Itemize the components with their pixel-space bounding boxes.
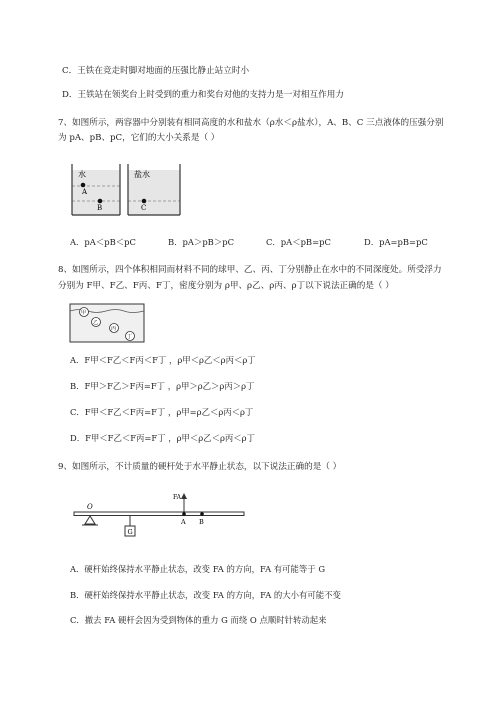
q8-option-a: A．F甲＜F乙＜F丙＜F丁 ，ρ甲＜ρ乙＜ρ丙＜ρ丁 (70, 355, 256, 365)
q9-option-b: B．硬杆始终保持水平静止状态，改变 FA 的方向，FA 的大小有可能不变 (70, 590, 341, 600)
q6-option-d: D．王铁站在领奖台上时受到的重力和奖台对他的支持力是一对相互作用力 (62, 90, 344, 100)
q9-option-c: C．撤去 FA 硬杆会因为受到物体的重力 G 而绕 O 点顺时针转动起来 (70, 615, 327, 625)
label-b-lever: B (199, 518, 204, 526)
q8-option-c: C．F甲＜F乙＜F丙=F丁 ，ρ甲=ρ乙＜ρ丙＜ρ丁 (70, 407, 254, 417)
label-b: B (97, 204, 103, 212)
label-a-lever: A (181, 518, 186, 526)
point-b (98, 199, 103, 204)
point-c (142, 199, 147, 204)
label-a: A (82, 188, 88, 196)
q7-option-c: C．pA＜pB=pC (266, 237, 331, 247)
label-fa: FA (173, 494, 181, 501)
q9-stem-line1: 9、如图所示，不计质量的硬杆处于水平静止状态，以下说法正确的是（ ） (58, 462, 342, 472)
label-o: O (87, 503, 93, 511)
q6-option-c: C．王铁在竞走时脚对地面的压强比静止站立时小 (62, 66, 250, 76)
q8-option-b: B．F甲＞F乙＞F丙=F丁 ，ρ甲＞ρ乙＞ρ丙＞ρ丁 (70, 381, 255, 391)
q7-option-a: A．pA＜pB＜pC (70, 237, 136, 247)
ball-label-jia: 甲 (81, 310, 87, 316)
label-g: G (127, 528, 133, 536)
point-a-lever (182, 512, 186, 516)
q8-option-d: D．F甲＜F乙＜F丙=F丁 ，ρ甲＜ρ乙＜ρ丙＜ρ丁 (70, 433, 255, 443)
q7-option-b: B．pA＞pB＞pC (168, 237, 234, 247)
q7-stem-line2: 为 pA、pB、pC，它们的大小关系是（ ） (58, 133, 220, 143)
q7-containers-figure (68, 160, 198, 220)
q9-lever-figure (70, 488, 250, 540)
point-b-lever (200, 512, 204, 516)
ball-label-yi: 乙 (93, 320, 99, 326)
q8-stem-line2: 分别为 F甲、F乙、F丙、F丁，密度分别为 ρ甲、ρ乙、ρ丙、ρ丁以下说法正确的是（ ） (58, 281, 394, 291)
q8-stem-line1: 8、如图所示，四个体积相同而材料不同的球甲、乙、丙、丁分别静止在水中的不同深度处。所受浮力 (58, 265, 442, 275)
q7-option-d: D．pA=pB=pC (364, 237, 428, 247)
point-a (81, 183, 86, 188)
label-c: C (141, 204, 147, 212)
ball-label-bing: 丙 (111, 326, 117, 332)
pivot-o (85, 516, 95, 524)
ball-label-ding: 丁 (127, 334, 133, 340)
label-saltwater: 盐水 (134, 170, 150, 179)
label-water: 水 (78, 170, 86, 179)
q8-balls-figure (68, 302, 148, 344)
q7-stem-line1: 7、如图所示，两容器中分别装有相同高度的水和盐水（ρ水＜ρ盐水），A、B、C 三点液体的压强分别 (58, 118, 444, 128)
q9-option-a: A．硬杆始终保持水平静止状态，改变 FA 的方向，FA 有可能等于 G (70, 564, 326, 574)
